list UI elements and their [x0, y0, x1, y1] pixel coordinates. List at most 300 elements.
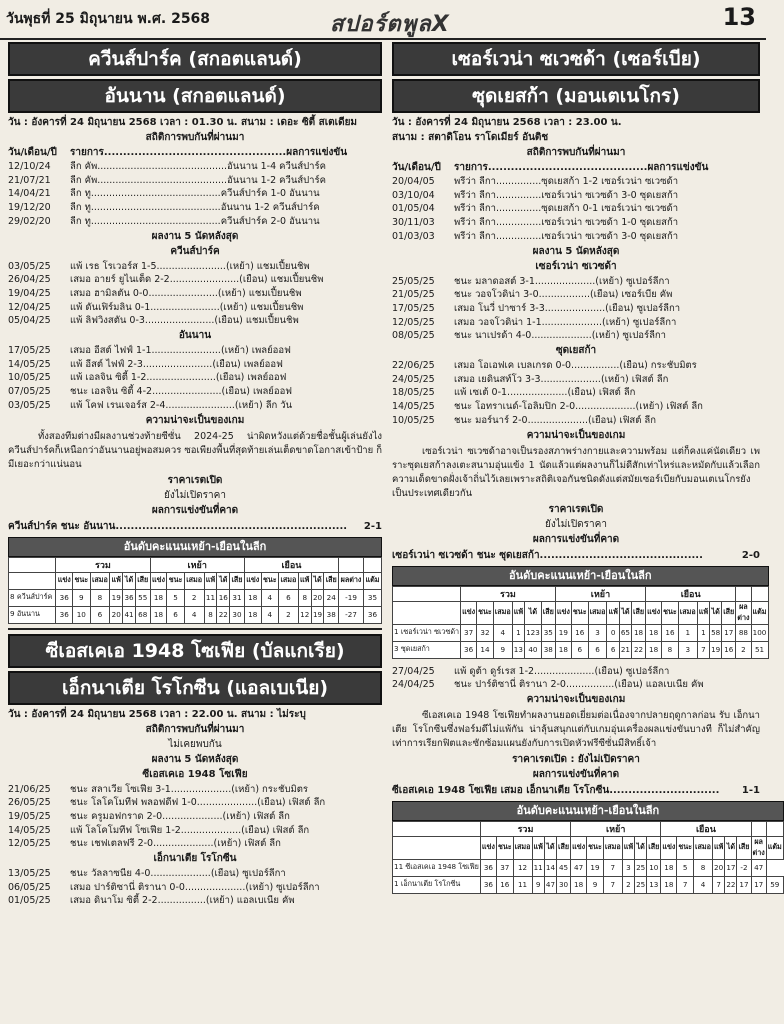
blank-cell	[9, 572, 56, 589]
col-header-diff: ผลต่าง	[736, 601, 751, 624]
list-item	[8, 301, 382, 315]
col-header-pts: แต้ม	[751, 601, 768, 624]
stat-cell: 18	[632, 624, 646, 641]
row-content: ชนะ นาเปรด้า 4-0....................(เหย้า) ซูเปอร์ลีกา	[454, 330, 666, 342]
table-row	[8, 160, 382, 174]
stat-cell: 19	[555, 624, 571, 641]
stat-cell: 2	[736, 641, 751, 658]
m3-home-banner: ซีเอสเคเอ 1948 โซเฟีย (บัลแกเรีย)	[8, 634, 382, 668]
col-header: เสีย	[135, 572, 150, 589]
m3-form-title: ผลงาน 5 นัดหลังสุด	[151, 753, 239, 765]
stat-cell: 19	[110, 589, 123, 606]
col-header: ได้	[544, 836, 556, 859]
list-item	[392, 414, 760, 428]
stat-cell: 6	[607, 641, 619, 658]
stat-cell: 19	[311, 606, 324, 623]
blank-cell	[751, 586, 768, 601]
m1-away-banner: อันนาน (สกอตแลนด์)	[8, 79, 382, 113]
blank-cell	[393, 601, 461, 624]
list-item	[8, 371, 382, 385]
row-content: แพ้ เรธ โรเวอร์ส 1-5.......................(เหย้า) แชมเปี้ยนชิพ	[70, 260, 310, 272]
row-date: 03/10/04	[392, 189, 435, 201]
stat-cell: 41	[123, 606, 136, 623]
row-date: 05/04/25	[8, 315, 51, 327]
col-header: ได้	[619, 601, 631, 624]
table-col-header	[393, 601, 769, 624]
row-date: 30/11/03	[392, 217, 435, 229]
stat-cell: 1	[512, 624, 524, 641]
stat-cell: 100	[751, 624, 768, 641]
pred-score: 2-1	[363, 520, 382, 532]
row-content: เสมอ โอเอฟเค เบลเกรด 0-0................(เยือน) กระชับมิตร	[454, 360, 697, 372]
col-header: ได้	[635, 836, 647, 859]
col-header: เสีย	[632, 601, 646, 624]
row-date: 12/05/25	[8, 838, 51, 850]
row-date: 03/05/25	[8, 399, 51, 411]
stat-cell: 18	[244, 606, 261, 623]
stat-cell: 1	[678, 624, 697, 641]
pred-text: ซีเอสเคเอ 1948 โซเฟีย เสมอ เอ็กนาเตีย โรโกซีน.............................	[392, 784, 720, 796]
row-content: เสมอ โนวี่ ปาซาร์ 3-3....................(เยือน) ซูเปอร์ลีกา	[454, 302, 681, 314]
row-content: ชนะ โอทราเนด์-โอลิมปิก 2-0....................(เหย้า) เฟิสต์ ลีก	[454, 401, 703, 413]
row-date: 21/07/21	[8, 174, 51, 186]
col-header: เสมอ	[184, 572, 204, 589]
col-header: ชนะ	[662, 601, 679, 624]
table-row	[8, 174, 382, 188]
stat-cell: 18	[661, 876, 677, 893]
stat-cell: 30	[557, 876, 571, 893]
stat-cell: 18	[150, 589, 167, 606]
h2h-hdr-date: วัน/เดือน/ปี	[8, 147, 57, 158]
stat-cell: 16	[571, 624, 588, 641]
col-header: ได้	[525, 601, 542, 624]
grp-home: เหย้า	[150, 557, 244, 572]
stat-cell: 3	[678, 641, 697, 658]
m2-info-2: สนาม : สตาดิโอน ราโดเมียร์ อันติช	[392, 132, 549, 143]
stat-cell: 20	[311, 589, 324, 606]
m2-team1-name: เซอร์เวน่า ซเวซด้า	[535, 260, 617, 272]
col-header: เสมอ	[279, 572, 299, 589]
stat-cell: 17	[737, 876, 751, 893]
col-header: ชนะ	[571, 601, 588, 624]
m3-info: วัน : อังคารที่ 24 มิถุนายน 2568 เวลา : 22.00 น. สนาม : ไม่ระบุ	[8, 708, 306, 720]
table-col-header	[393, 836, 784, 859]
row-date: 12/04/25	[8, 301, 51, 313]
stat-cell: 36	[56, 589, 73, 606]
stat-cell: 6	[588, 641, 607, 658]
list-item	[8, 287, 382, 301]
col-header: เสมอ	[678, 601, 697, 624]
grp-total: รวม	[461, 586, 556, 601]
stat-cell: 55	[135, 589, 150, 606]
col-header: แพ้	[204, 572, 217, 589]
m1-h2h-list	[8, 160, 382, 229]
stat-cell: 7	[677, 876, 694, 893]
row-date: 17/05/25	[8, 345, 51, 357]
stat-cell: 40	[525, 641, 542, 658]
m1-team2-name: อันนาน	[178, 330, 212, 342]
pred-score: 1-1	[741, 784, 760, 796]
table-col-header	[9, 572, 382, 589]
list-item	[8, 260, 382, 274]
col-header-pts: แต้ม	[766, 836, 783, 859]
m3-pred-title: ผลการแข่งขันที่คาด	[532, 768, 620, 780]
m2-standings-table	[392, 566, 769, 659]
team-cell: 8 ควีนส์ปาร์ค	[9, 589, 56, 606]
list-item	[8, 796, 382, 810]
page-number: 13	[722, 3, 756, 31]
stat-cell: 4	[184, 606, 204, 623]
stat-cell: 4	[261, 589, 278, 606]
row-content: แพ้ อีสต์ ไฟฟ์ 2-3.......................(เยือน) เพลย์ออฟ	[70, 358, 283, 370]
m3-prediction	[392, 784, 760, 798]
m3-h2h-title: สถิติการพบกันที่ผ่านมา	[145, 723, 245, 735]
m1-pred-title: ผลการแข่งขันที่คาด	[151, 504, 239, 516]
stat-cell: 19	[587, 859, 604, 876]
row-content: แพ้ ดันเฟิร์มลิน 0-1.......................(เหย้า) แชมเปี้ยนชิพ	[70, 301, 304, 313]
list-item	[392, 386, 760, 400]
stat-cell: 35	[364, 589, 382, 606]
m3-analysis: ซีเอสเคเอ 1948 โซเฟียทำผลงานยอดเยี่ยมต่อเนื่องจากปลายฤดูกาลก่อน รับ เอ็กนาเตีย โรโกซีนซึ่งฟอร์มดีไม่แพ้กัน น่าลุ้นสนุกแต่กับเกมอุ่นเครื่องผลแข่งขันบางที ก็ไม่สำคัญเท่าการเรียกฟิตและซักซ้อมแผนยังกับการเปิดหัวฟรีซีซั่นมีสิทธิ์เจ้า	[392, 709, 760, 749]
row-content: ลีก ทู...........................................ควีนส์ปาร์ค 1-0 อันนาน	[70, 188, 320, 200]
table-row	[393, 876, 784, 893]
grp-total: รวม	[56, 557, 150, 572]
stat-cell: 9	[532, 876, 544, 893]
list-item	[8, 894, 382, 908]
stat-cell: 31	[230, 589, 245, 606]
m3-team1-form	[8, 783, 382, 852]
stat-cell: 38	[324, 606, 339, 623]
m2-away-banner: ซุดเยสก้า (มอนเตเนโกร)	[392, 79, 760, 113]
col-header: แข่ง	[244, 572, 261, 589]
list-item	[392, 316, 760, 330]
list-item	[392, 359, 760, 373]
pred-score: 2-0	[741, 549, 760, 561]
table-group-header	[9, 557, 382, 572]
row-content: แพ้ โลโคโมทีฟ โซเฟีย 1-2....................(เยือน) เฟิสต์ ลีก	[70, 824, 310, 836]
list-item	[392, 302, 760, 316]
stat-cell: 11	[513, 876, 532, 893]
m3-team2-name: เอ็กนาเตีย โรโกซีน	[153, 853, 237, 865]
m1-team1-name: ควีนส์ปาร์ค	[170, 245, 220, 257]
h2h-hdr-comp: รายการ..........................................ผลการแข่งขัน	[454, 162, 709, 173]
blank-cell	[364, 557, 382, 572]
m2-team1-form	[392, 275, 760, 344]
stat-cell: -19	[339, 589, 364, 606]
col-header: เสีย	[541, 601, 555, 624]
stat-cell: 45	[557, 859, 571, 876]
row-content: ลีก คัพ...........................................อันนาน 1-4 ควีนส์ปาร์ค	[70, 161, 326, 172]
row-content: เสมอ อีสต์ ไฟฟ์ 1-1.......................(เหย้า) เพลย์ออฟ	[70, 345, 291, 357]
stat-cell: 88	[736, 624, 751, 641]
stat-cell: 32	[477, 624, 494, 641]
row-date: 20/04/05	[392, 176, 435, 187]
row-date: 08/05/25	[392, 330, 435, 342]
table-group-header	[393, 821, 784, 836]
col-header: ได้	[710, 601, 722, 624]
row-content: เสมอ ปาร์ติซานี่ ติรานา 0-0....................(เหย้า) ซูเปอร์ลีกา	[70, 881, 320, 893]
stat-cell: 36	[123, 589, 136, 606]
stat-cell: 17	[722, 624, 736, 641]
col-header: เสมอ	[513, 836, 532, 859]
stat-cell: 16	[496, 876, 513, 893]
stat-cell: 12	[513, 859, 532, 876]
row-date: 14/04/21	[8, 188, 51, 200]
blank-cell	[393, 586, 461, 601]
col-header: ชนะ	[261, 572, 278, 589]
table-body	[393, 859, 784, 893]
row-content: ชนะ เชฟเตลฟรี 2-0....................(เหย้า) เฟิสต์ ลีก	[70, 838, 281, 850]
stat-cell: 6	[90, 606, 110, 623]
row-date: 19/05/25	[8, 810, 51, 822]
stat-cell: 6	[571, 641, 588, 658]
m2-h2h-title: สถิติการพบกันที่ผ่านมา	[526, 147, 626, 158]
row-content: ลีก ทู...........................................ควีนส์ปาร์ค 2-0 อันนาน	[70, 215, 320, 227]
row-date: 21/06/25	[8, 783, 51, 795]
left-column	[8, 42, 382, 908]
list-item	[392, 329, 760, 343]
row-date: 18/05/25	[392, 387, 435, 399]
col-header-pts: แต้ม	[364, 572, 382, 589]
row-date: 01/03/03	[392, 230, 435, 242]
m3-odds: ราคาเรตเปิด : ยังไม่เปิดราคา	[512, 753, 640, 765]
grp-home: เหย้า	[571, 821, 661, 836]
team-cell: 1 เซอร์เวน่า ซเวซด้า	[393, 624, 461, 641]
row-date: 25/05/25	[392, 275, 435, 287]
table-row	[8, 215, 382, 229]
m3-team1-name: ซีเอสเคเอ 1948 โซเฟีย	[142, 768, 248, 780]
row-date: 01/05/04	[392, 203, 435, 215]
row-date: 14/05/25	[8, 358, 51, 370]
table-row	[393, 624, 769, 641]
m3-h2h-none: ไม่เคยพบกัน	[168, 738, 222, 750]
pred-text: เซอร์เวน่า ซเวซด้า ชนะ ซุดเยสก้า...........................................	[392, 549, 703, 561]
stat-cell: 17	[751, 876, 766, 893]
newspaper-logo	[330, 6, 450, 41]
col-header: ชนะ	[587, 836, 604, 859]
list-item	[8, 358, 382, 372]
stat-cell: 36	[364, 606, 382, 623]
stat-cell: 22	[217, 606, 230, 623]
stat-cell: 58	[710, 624, 722, 641]
row-content: เสมอ อายร์ ยูไนเต็ด 2-2.......................(เยือน) แชมเปี้ยนชิพ	[70, 274, 324, 286]
stat-cell: 19	[710, 641, 722, 658]
col-header: เสมอ	[493, 601, 512, 624]
col-header: เสีย	[647, 836, 661, 859]
row-date: 27/04/25	[392, 665, 435, 677]
table-row	[392, 202, 760, 216]
grp-total: รวม	[480, 821, 570, 836]
stat-cell: 65	[619, 624, 631, 641]
team-cell: 1 เอ็กนาเตีย โรโกซีน	[393, 876, 481, 893]
row-date: 19/04/25	[8, 287, 51, 299]
col-header: แข่ง	[480, 836, 496, 859]
m1-analysis: ทั้งสองทีมต่างมีผลงานช่วงท้ายซีซั่น 2024-25 น่าผิดหวังแต่ด้วยชื่อชั้นผู้เล่นยังไง ควีนส์ปาร์คก็เหนือกว่าอันนานอยู่พอสมควร ซอเพียงพื้นที่สุดท้ายเล่นเต็ดขาดโอกาสเข้าป้าย ก็มีเยอะกว่าแน่นอน	[8, 430, 382, 470]
list-item	[8, 824, 382, 838]
row-content: ชนะ สลาเวีย โซเฟีย 3-1....................(เหย้า) กระชับมิตร	[70, 783, 309, 795]
m2-home-banner: เซอร์เวน่า ซเวซด้า (เซอร์เบีย)	[392, 42, 760, 76]
row-date: 22/06/25	[392, 360, 435, 372]
stat-cell: -2	[737, 859, 751, 876]
col-header: แพ้	[298, 572, 311, 589]
col-header: แข่ง	[555, 601, 571, 624]
row-content: พรีว่า ลีกา...............เซอร์เวน่า ซเวซด้า 3-0 ซุดเยสก้า	[454, 230, 679, 242]
m3-away-banner: เอ็กนาเตีย โรโกซีน (แอลเบเนีย)	[8, 671, 382, 705]
col-header: เสีย	[230, 572, 245, 589]
blank-cell	[766, 821, 783, 836]
stat-cell: 16	[722, 641, 736, 658]
list-item	[392, 275, 760, 289]
col-header: เสีย	[557, 836, 571, 859]
stat-cell: 7	[603, 859, 622, 876]
row-content: แพ้ ลิฟวิงสตัน 0-3.......................(เยือน) แชมเปี้ยนชิพ	[70, 315, 299, 327]
m1-analysis-title: ความน่าจะเป็นของเกม	[145, 414, 245, 426]
row-content: ชนะ มลาดอสต์ 3-1....................(เหย้า) ซูเปอร์ลีกา	[454, 275, 670, 287]
stat-cell: 10	[73, 606, 90, 623]
page-header	[0, 0, 766, 40]
list-item	[8, 273, 382, 287]
pred-text: ควีนส์ปาร์ค ชนะ อันนาน.............................................................	[8, 520, 348, 532]
row-content: เสมอ วอจโวดิน่า 1-1....................(เหย้า) ซูเปอร์ลีกา	[454, 316, 677, 328]
stat-cell: 18	[571, 876, 587, 893]
row-date: 14/05/25	[392, 401, 435, 413]
col-header: แพ้	[712, 836, 724, 859]
m2-team2-name: ซุดเยสก้า	[555, 345, 597, 357]
m2-analysis: เซอร์เวน่า ซเวซด้าอาจเป็นรองสภาพร่างกายและความพร้อม แต่ก็คงแค่นัดเดียว เพราะซุดเยสก้าลงเตะสนามอุ่นแข้ง 1 นัดแล้วแต่ผลงานก็ไม่ดีสักเท่าไหร่และหมัดกับแล้วเลือก ความเด็ดขาดฝั่งเจ้าถิ่นไว้เลยเพราะสถิติเจอกันชนิดดังแต่สมัยเซอร์เบียกับมอนเตเนโกรยัง เป็นประเทศเดียวกัน	[392, 445, 760, 499]
stat-cell: 22	[632, 641, 646, 658]
row-content: ชนะ โลโคโมทีฟ พลอฟดีฟ 1-0....................(เยือน) เฟิสต์ ลีก	[70, 797, 326, 809]
row-content: พรีว่า ลีกา...............เซอร์เวน่า ซเวซด้า 3-0 ซุดเยสก้า	[454, 189, 679, 201]
stat-cell: 12	[298, 606, 311, 623]
stat-cell: 2	[184, 589, 204, 606]
stat-cell: 47	[544, 876, 556, 893]
stat-cell: 5	[677, 859, 694, 876]
stat-cell: 36	[56, 606, 73, 623]
stat-cell: 38	[541, 641, 555, 658]
col-header: ได้	[123, 572, 136, 589]
table-row	[392, 175, 760, 189]
stat-cell: 14	[477, 641, 494, 658]
blank-cell	[393, 836, 481, 859]
m1-h2h-title: สถิติการพบกันที่ผ่านมา	[145, 132, 245, 143]
row-content: เสมอ เยดินสท์โว 3-3....................(เหย้า) เฟิสต์ ลีก	[454, 373, 669, 385]
stat-cell: 47	[751, 859, 766, 876]
stat-cell: 16	[662, 624, 679, 641]
stat-cell: 9	[587, 876, 604, 893]
col-header: เสมอ	[90, 572, 110, 589]
team-cell: 11 ซีเอสเคเอ 1948 โซเฟีย	[393, 859, 481, 876]
col-header: เสีย	[324, 572, 339, 589]
col-header: ชนะ	[477, 601, 494, 624]
row-content: เสมอ ดินาโม ซิตี้ 2-2................(เหย้า) แอลเบเนีย คัพ	[70, 895, 295, 907]
m2-info-1: วัน : อังคารที่ 24 มิถุนายน 2568 เวลา : 23.00 น.	[392, 117, 622, 128]
stat-cell: 2	[279, 606, 299, 623]
m2-odds: ยังไม่เปิดราคา	[545, 518, 607, 530]
stat-cell: 3	[622, 859, 634, 876]
team-cell: 9 อันนาน	[9, 606, 56, 623]
col-header: ชนะ	[677, 836, 694, 859]
stat-cell: 11	[204, 589, 217, 606]
col-header: เสมอ	[694, 836, 713, 859]
blank-cell	[751, 821, 766, 836]
stat-cell: 4	[261, 606, 278, 623]
stat-cell: 13	[512, 641, 524, 658]
stat-cell: 8	[298, 589, 311, 606]
m3-standings-table	[392, 801, 784, 894]
stat-cell: 9	[73, 589, 90, 606]
stat-cell: 18	[646, 624, 662, 641]
m1-prediction	[8, 520, 382, 534]
stat-cell: 25	[635, 859, 647, 876]
m2-pred-title: ผลการแข่งขันที่คาด	[532, 533, 620, 545]
m2-h2h-header	[392, 161, 760, 175]
stat-cell: 8	[662, 641, 679, 658]
row-date: 07/05/25	[8, 386, 51, 398]
col-header: แข่ง	[661, 836, 677, 859]
row-content: ชนะ เอลจิน ซิตี้ 4-2.......................(เยือน) เพลย์ออฟ	[70, 386, 293, 398]
stat-cell: 14	[544, 859, 556, 876]
stat-cell: 59	[766, 876, 783, 893]
col-header-diff: ผลต่าง	[751, 836, 766, 859]
stat-cell: 35	[541, 624, 555, 641]
row-date: 12/10/24	[8, 161, 51, 172]
list-item	[8, 867, 382, 881]
m2-form-title: ผลงาน 5 นัดหลังสุด	[532, 245, 620, 257]
stat-cell: 37	[461, 624, 477, 641]
stat-cell: 18	[661, 859, 677, 876]
list-item	[392, 665, 760, 679]
row-content: พรีว่า ลีกา...............ซุดเยสก้า 1-2 เซอร์เวน่า ซเวซด้า	[454, 176, 679, 187]
table-group-header	[393, 586, 769, 601]
stat-cell: 7	[603, 876, 622, 893]
blank-cell	[393, 821, 481, 836]
stat-cell: 3	[588, 624, 607, 641]
list-item	[8, 399, 382, 413]
team-cell: 3 ซุดเยสก้า	[393, 641, 461, 658]
row-content: ชนะ ครูมอฟกราด 2-0....................(เหย้า) เฟิสต์ ลีก	[70, 810, 290, 822]
col-header: ได้	[725, 836, 737, 859]
grp-away: เยือน	[244, 557, 338, 572]
row-date: 26/04/25	[8, 274, 51, 286]
row-date: 14/05/25	[8, 824, 51, 836]
col-header: เสีย	[722, 601, 736, 624]
stat-cell: 36	[480, 859, 496, 876]
row-date: 03/05/25	[8, 260, 51, 272]
row-date: 13/05/25	[8, 868, 51, 880]
m2-analysis-title: ความน่าจะเป็นของเกม	[526, 429, 626, 441]
row-date: 10/05/25	[8, 372, 51, 384]
stat-cell: 1	[697, 624, 709, 641]
right-column	[392, 42, 782, 894]
col-header: แข่ง	[56, 572, 73, 589]
table-body	[393, 624, 769, 658]
col-header: เสมอ	[603, 836, 622, 859]
h2h-hdr-date: วัน/เดือน/ปี	[392, 162, 441, 173]
stat-cell: 5	[167, 589, 184, 606]
col-header: ชนะ	[73, 572, 90, 589]
m1-home-banner: ควีนส์ปาร์ค (สกอตแลนด์)	[8, 42, 382, 76]
m1-form-title: ผลงาน 5 นัดหลังสุด	[151, 230, 239, 242]
grp-away: เยือน	[661, 821, 751, 836]
col-header: แพ้	[607, 601, 619, 624]
m2-team2-form	[392, 359, 760, 428]
stat-cell: 7	[712, 876, 724, 893]
table-row	[8, 201, 382, 215]
row-date: 24/04/25	[392, 679, 435, 691]
logo-text: สปอร์ตพูล	[330, 12, 432, 37]
m1-info: วัน : อังคารที่ 24 มิถุนายน 2568 เวลา : 01.30 น. สนาม : เดอะ ซิตี้ สเตเดียม	[8, 117, 358, 128]
row-content: ชนะ วัลลาซนีย 4-0....................(เยือน) ซูเปอร์ลีกา	[70, 868, 286, 880]
